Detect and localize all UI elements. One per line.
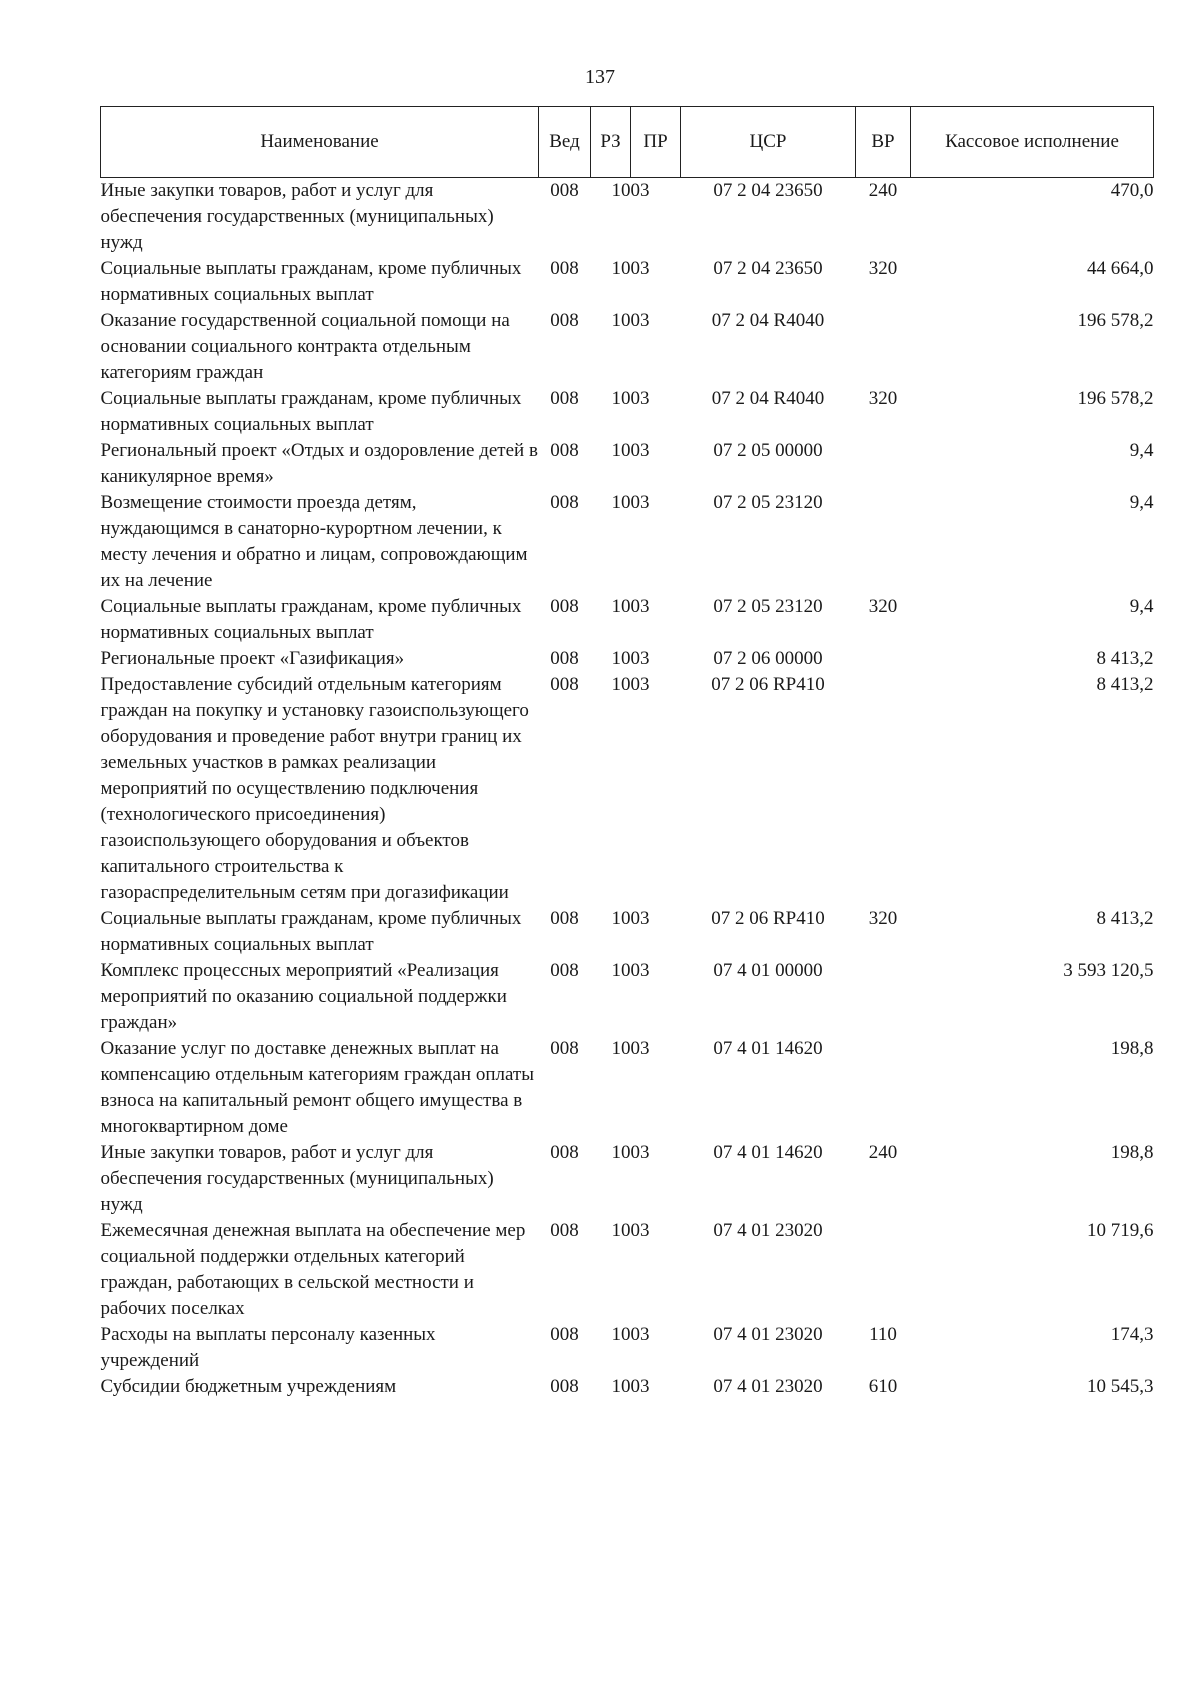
row-csr: 07 4 01 00000: [713, 960, 823, 981]
row-rz: 10: [611, 960, 631, 981]
row-amount: 44 664,0: [1087, 258, 1154, 279]
header-vr: ВР: [856, 107, 911, 178]
row-name: Социальные выплаты гражданам, кроме публичных нормативных социальных выплат: [100, 258, 522, 305]
row-csr: 07 4 01 14620: [713, 1038, 823, 1059]
row-ved: 008: [550, 1142, 579, 1163]
header-amount: Кассовое исполнение: [911, 107, 1154, 178]
row-csr: 07 2 05 23120: [713, 596, 823, 617]
row-ved: 008: [550, 1376, 579, 1397]
row-amount: 8 413,2: [1096, 908, 1154, 929]
table-body: [101, 178, 1154, 1401]
row-ved: 008: [550, 1324, 579, 1345]
table-row: [101, 958, 1154, 1036]
row-vr: 610: [868, 1376, 898, 1397]
row-name: Возмещение стоимости проезда детям, нуждающимся в санаторно-курортном лечении, к месту лечения и обратно и лицам, сопровождающим их на лечение: [100, 492, 528, 591]
row-name: Социальные выплаты гражданам, кроме публичных нормативных социальных выплат: [100, 596, 522, 643]
row-name: Региональный проект «Отдых и оздоровление детей в каникулярное время»: [100, 440, 538, 487]
row-amount: 9,4: [1129, 596, 1154, 617]
row-amount: 198,8: [1110, 1038, 1154, 1059]
row-amount: 470,0: [1110, 180, 1154, 201]
row-rz: 10: [611, 674, 631, 695]
page-number: 137: [585, 66, 615, 88]
row-rz: 10: [611, 908, 631, 929]
row-name: Ежемесячная денежная выплата на обеспечение мер социальной поддержки отдельных категорий граждан, работающих в сельской местности и рабочих поселках: [100, 1220, 526, 1319]
row-ved: 008: [550, 908, 579, 929]
table-header: [101, 107, 1154, 178]
row-pr: 03: [630, 1376, 650, 1397]
row-pr: 03: [630, 440, 650, 461]
row-pr: 03: [630, 596, 650, 617]
row-amount: 196 578,2: [1077, 310, 1154, 331]
row-pr: 03: [630, 908, 650, 929]
row-ved: 008: [550, 310, 579, 331]
row-rz: 10: [611, 1142, 631, 1163]
row-rz: 10: [611, 310, 631, 331]
header-pr: ПР: [631, 107, 681, 178]
header-ved: Вед: [539, 107, 591, 178]
row-pr: 03: [630, 960, 650, 981]
row-csr: 07 4 01 23020: [713, 1220, 823, 1241]
row-name: Региональные проект «Газификация»: [100, 648, 405, 669]
row-amount: 10 719,6: [1087, 1220, 1154, 1241]
row-rz: 10: [611, 1324, 631, 1345]
budget-table: [100, 106, 1154, 1400]
table-row: [101, 1322, 1154, 1374]
row-name: Иные закупки товаров, работ и услуг для обеспечения государственных (муниципальных) нужд: [100, 180, 494, 253]
row-csr: 07 2 04 R4040: [711, 310, 825, 331]
row-rz: 10: [611, 258, 631, 279]
row-csr: 07 4 01 14620: [713, 1142, 823, 1163]
table-row: [101, 386, 1154, 438]
row-vr: [856, 672, 911, 906]
row-name: Иные закупки товаров, работ и услуг для обеспечения государственных (муниципальных) нужд: [100, 1142, 494, 1215]
row-rz: 10: [611, 180, 631, 201]
row-vr: 320: [868, 908, 898, 929]
row-name: Предоставление субсидий отдельным категориям граждан на покупку и установку газоиспользующего оборудования и проведение работ внутри границ их земельных участков в рамках реализации мероприятий по осуществлению подключения (технологического присоединения) газоиспользующего оборудования и объектов капитального строительства к газораспределительным сетям при догазификации: [100, 674, 529, 903]
row-csr: 07 2 06 RP410: [711, 908, 825, 929]
row-amount: 9,4: [1129, 440, 1154, 461]
row-rz: 10: [611, 1220, 631, 1241]
row-vr: 320: [868, 258, 898, 279]
row-pr: 03: [630, 674, 650, 695]
row-csr: 07 2 05 23120: [713, 492, 823, 513]
row-csr: 07 2 06 RP410: [711, 674, 825, 695]
row-pr: 03: [630, 492, 650, 513]
row-csr: 07 2 06 00000: [713, 648, 823, 669]
row-ved: 008: [550, 648, 579, 669]
row-csr: 07 2 05 00000: [713, 440, 823, 461]
header-rz: РЗ: [591, 107, 631, 178]
row-ved: 008: [550, 492, 579, 513]
table-row: [101, 438, 1154, 490]
table-row: [101, 308, 1154, 386]
row-vr: [856, 308, 911, 386]
table-row: [101, 646, 1154, 672]
row-vr: [856, 490, 911, 594]
table-row: [101, 906, 1154, 958]
row-amount: 3 593 120,5: [1063, 960, 1154, 981]
row-ved: 008: [550, 388, 579, 409]
row-name: Социальные выплаты гражданам, кроме публичных нормативных социальных выплат: [100, 908, 522, 955]
header-csr: ЦСР: [681, 107, 856, 178]
row-ved: 008: [550, 1038, 579, 1059]
row-vr: [856, 958, 911, 1036]
row-pr: 03: [630, 180, 650, 201]
row-rz: 10: [611, 1376, 631, 1397]
row-vr: 240: [868, 1142, 898, 1163]
row-vr: [856, 438, 911, 490]
row-ved: 008: [550, 1220, 579, 1241]
table-row: [101, 1374, 1154, 1400]
row-amount: 174,3: [1110, 1324, 1154, 1345]
row-vr: 110: [869, 1324, 897, 1345]
row-rz: 10: [611, 440, 631, 461]
row-vr: 320: [868, 388, 898, 409]
row-ved: 008: [550, 674, 579, 695]
row-vr: 320: [868, 596, 898, 617]
row-vr: 240: [868, 180, 898, 201]
row-ved: 008: [550, 960, 579, 981]
table-row: [101, 178, 1154, 257]
row-csr: 07 2 04 R4040: [711, 388, 825, 409]
row-ved: 008: [550, 596, 579, 617]
table-row: [101, 594, 1154, 646]
row-name: Социальные выплаты гражданам, кроме публичных нормативных социальных выплат: [100, 388, 522, 435]
row-vr: [856, 1218, 911, 1322]
row-pr: 03: [630, 388, 650, 409]
row-pr: 03: [630, 648, 650, 669]
header-name: Наименование: [101, 107, 539, 178]
row-ved: 008: [550, 440, 579, 461]
row-rz: 10: [611, 492, 631, 513]
row-rz: 10: [611, 1038, 631, 1059]
row-ved: 008: [550, 180, 579, 201]
row-rz: 10: [611, 596, 631, 617]
row-ved: 008: [550, 258, 579, 279]
row-rz: 10: [611, 388, 631, 409]
row-name: Оказание услуг по доставке денежных выплат на компенсацию отдельным категориям граждан оплаты взноса на капитальный ремонт общего имущества в многоквартирном доме: [100, 1038, 534, 1137]
row-amount: 10 545,3: [1087, 1376, 1154, 1397]
row-pr: 03: [630, 310, 650, 331]
row-pr: 03: [630, 1038, 650, 1059]
row-name: Расходы на выплаты персоналу казенных учреждений: [100, 1324, 436, 1371]
table-row: [101, 1140, 1154, 1218]
row-amount: 8 413,2: [1096, 674, 1154, 695]
row-csr: 07 4 01 23020: [713, 1324, 823, 1345]
table-row: [101, 672, 1154, 906]
row-amount: 8 413,2: [1096, 648, 1154, 669]
row-pr: 03: [630, 258, 650, 279]
row-rz: 10: [611, 648, 631, 669]
table-row: [101, 490, 1154, 594]
table-row: [101, 1218, 1154, 1322]
row-name: Оказание государственной социальной помощи на основании социального контракта отдельным категориям граждан: [100, 310, 510, 383]
row-name: Субсидии бюджетным учреждениям: [100, 1376, 397, 1397]
row-csr: 07 4 01 23020: [713, 1376, 823, 1397]
row-pr: 03: [630, 1142, 650, 1163]
row-vr: [856, 1036, 911, 1140]
table-row: [101, 256, 1154, 308]
row-pr: 03: [630, 1324, 650, 1345]
row-vr: [856, 646, 911, 672]
row-amount: 196 578,2: [1077, 388, 1154, 409]
table-row: [101, 1036, 1154, 1140]
row-csr: 07 2 04 23650: [713, 180, 823, 201]
row-amount: 198,8: [1110, 1142, 1154, 1163]
row-amount: 9,4: [1129, 492, 1154, 513]
row-pr: 03: [630, 1220, 650, 1241]
row-csr: 07 2 04 23650: [713, 258, 823, 279]
row-name: Комплекс процессных мероприятий «Реализация мероприятий по оказанию социальной поддержки граждан»: [100, 960, 507, 1033]
